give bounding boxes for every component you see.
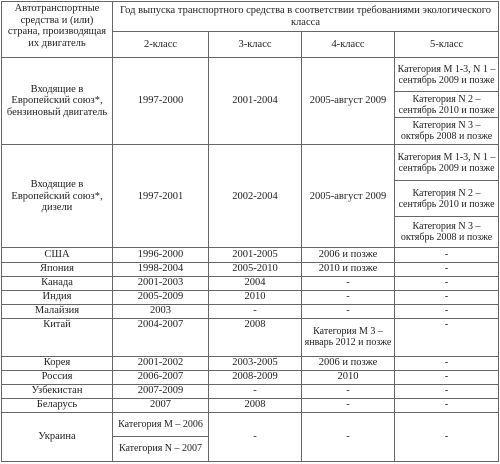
row-label: Узбекистан xyxy=(2,384,113,398)
table-row xyxy=(2,356,499,370)
cell-c4: 2010 и позже xyxy=(302,262,395,276)
cell-c3: 2005-2010 xyxy=(209,262,302,276)
cell-ukraine-c3: - xyxy=(209,412,302,461)
cell-c3: - xyxy=(209,384,302,398)
cell-c2: 2007-2009 xyxy=(113,384,209,398)
cell-eu-diesel-c5-cat1: Категория М 1-3, N 1 – сентябрь 2009 и позже xyxy=(395,145,499,181)
cell-c3: 2008-2009 xyxy=(209,370,302,384)
row-label: Канада xyxy=(2,276,113,290)
cell-c4: 2006 и позже xyxy=(302,356,395,370)
cell-ukraine-c4: - xyxy=(302,412,395,461)
cell-eu-petrol-c5-cat3: Категория N 3 – октябрь 2008 и позже xyxy=(395,118,499,145)
table-row xyxy=(2,262,499,276)
row-label: Корея xyxy=(2,356,113,370)
cell-eu-diesel-c5-cat2: Категория N 2 – сентябрь 2010 и позже xyxy=(395,181,499,217)
cell-eu-diesel-c2: 1997-2001 xyxy=(113,145,209,248)
cell-c5: - xyxy=(395,398,499,412)
cell-c2: 2005-2009 xyxy=(113,290,209,304)
cell-c2: 2003 xyxy=(113,304,209,318)
row-label-eu-diesel: Входящие в Европейский союз*, дизели xyxy=(2,145,113,248)
cell-c2: 1998-2004 xyxy=(113,262,209,276)
row-label: Китай xyxy=(2,318,113,356)
table-row xyxy=(2,276,499,290)
cell-c3: 2008 xyxy=(209,398,302,412)
cell-ukraine-c5: - xyxy=(395,412,499,461)
cell-c5: - xyxy=(395,262,499,276)
cell-eu-petrol-c4: 2005-август 2009 xyxy=(302,58,395,145)
header-class-3: 3-класс xyxy=(209,32,302,58)
cell-c3: 2004 xyxy=(209,276,302,290)
cell-c5: - xyxy=(395,304,499,318)
cell-c2: 2001-2002 xyxy=(113,356,209,370)
header-class-5: 5-класс xyxy=(395,32,499,58)
row-label: Россия xyxy=(2,370,113,384)
table-row xyxy=(2,398,499,412)
cell-c4: Категория М 3 – январь 2012 и позже xyxy=(302,318,395,356)
header-class-2: 2-класс xyxy=(113,32,209,58)
cell-ukraine-c2-cat-n: Категория N – 2007 xyxy=(113,436,209,461)
row-label: Малайзия xyxy=(2,304,113,318)
table-row xyxy=(2,304,499,318)
cell-c4: - xyxy=(302,290,395,304)
table-row xyxy=(2,384,499,398)
cell-c4: 2010 xyxy=(302,370,395,384)
cell-c3: - xyxy=(209,304,302,318)
cell-c4: 2006 и позже xyxy=(302,248,395,262)
cell-eu-diesel-c3: 2002-2004 xyxy=(209,145,302,248)
header-year-span: Год выпуска транспортного средства в соответствии требованиями экологического класса xyxy=(113,2,499,32)
cell-c2: 2006-2007 xyxy=(113,370,209,384)
cell-eu-petrol-c5-cat1: Категория М 1-3, N 1 – сентябрь 2009 и позже xyxy=(395,58,499,92)
cell-c4: - xyxy=(302,384,395,398)
header-class-4: 4-класс xyxy=(302,32,395,58)
cell-c3: 2010 xyxy=(209,290,302,304)
cell-c5: - xyxy=(395,356,499,370)
row-label: США xyxy=(2,248,113,262)
table-row xyxy=(2,370,499,384)
cell-c5: - xyxy=(395,370,499,384)
cell-c5: - xyxy=(395,318,499,356)
cell-c2: 2007 xyxy=(113,398,209,412)
cell-c3: 2008 xyxy=(209,318,302,356)
cell-c5: - xyxy=(395,248,499,262)
table-row xyxy=(2,318,499,356)
header-country-cell: Автотранспортные средства и (или) страна, производящая их двигатель xyxy=(2,2,113,58)
eco-class-table xyxy=(1,1,499,462)
cell-eu-petrol-c2: 1997-2000 xyxy=(113,58,209,145)
cell-c2: 1996-2000 xyxy=(113,248,209,262)
table-row xyxy=(2,290,499,304)
cell-c4: - xyxy=(302,304,395,318)
row-label-ukraine: Украина xyxy=(2,412,113,461)
cell-c4: - xyxy=(302,398,395,412)
cell-eu-diesel-c5-cat3: Категория N 3 – октябрь 2008 и позже xyxy=(395,217,499,248)
table-row xyxy=(2,248,499,262)
cell-c4: - xyxy=(302,276,395,290)
row-label: Беларусь xyxy=(2,398,113,412)
cell-c2: 2004-2007 xyxy=(113,318,209,356)
cell-eu-petrol-c3: 2001-2004 xyxy=(209,58,302,145)
cell-c5: - xyxy=(395,290,499,304)
cell-c5: - xyxy=(395,276,499,290)
cell-eu-diesel-c4: 2005-август 2009 xyxy=(302,145,395,248)
cell-c5: - xyxy=(395,384,499,398)
row-label: Япония xyxy=(2,262,113,276)
cell-c3: 2003-2005 xyxy=(209,356,302,370)
row-label-eu-petrol: Входящие в Европейский союз*, бензиновый двигатель xyxy=(2,58,113,145)
cell-eu-petrol-c5-cat2: Категория N 2 – сентябрь 2010 и позже xyxy=(395,92,499,118)
cell-c2: 2001-2003 xyxy=(113,276,209,290)
cell-ukraine-c2-cat-m: Категория М – 2006 xyxy=(113,412,209,436)
row-label: Индия xyxy=(2,290,113,304)
cell-c3: 2001-2005 xyxy=(209,248,302,262)
